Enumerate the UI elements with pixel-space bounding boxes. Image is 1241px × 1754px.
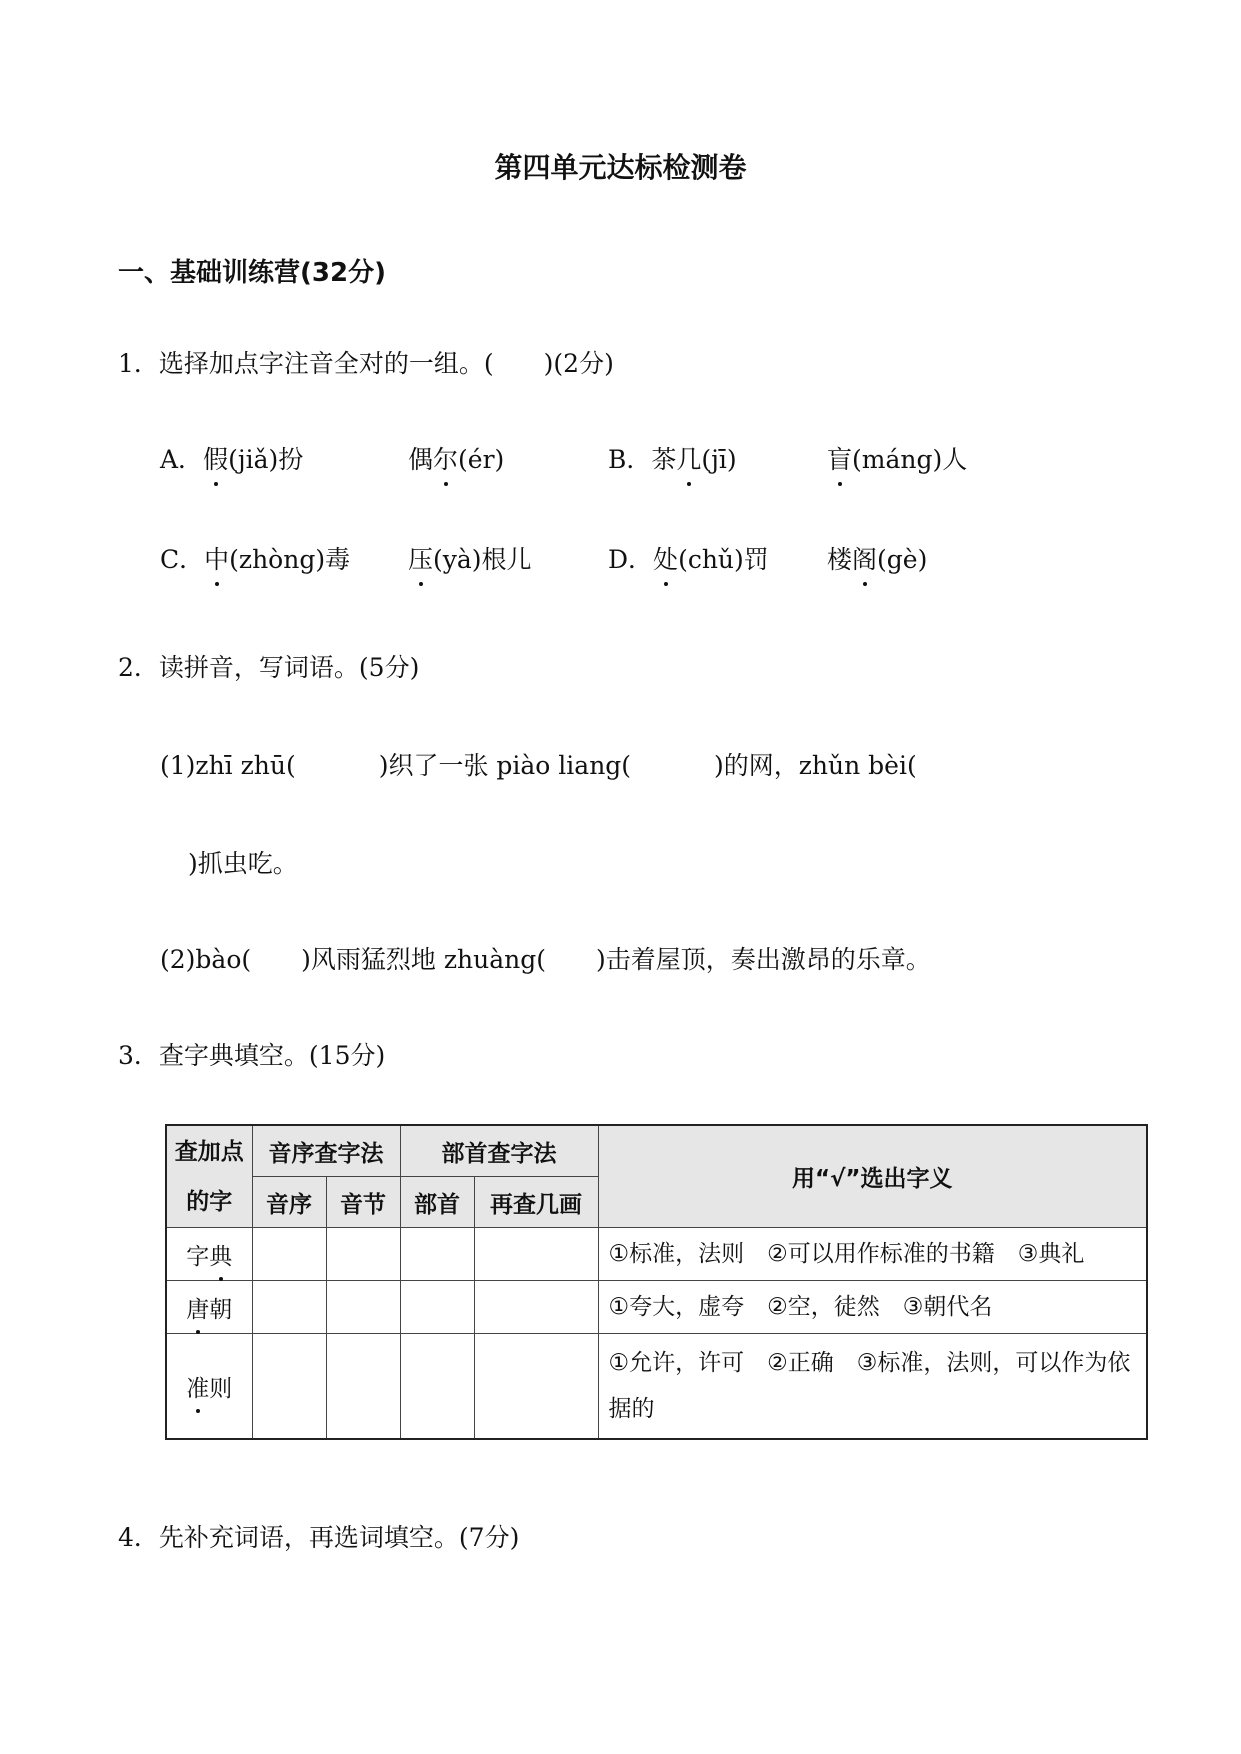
row-word: 准则	[166, 1334, 252, 1440]
blank-cell[interactable]	[400, 1281, 474, 1334]
header-meaning: 用“√”选出字义	[598, 1125, 1147, 1228]
option-b-word2: 盲(máng)人	[827, 440, 967, 476]
blank-cell[interactable]	[252, 1334, 326, 1440]
blank-cell[interactable]	[474, 1228, 598, 1281]
table-row	[166, 1334, 1147, 1440]
option-b: B．茶几(jī)	[608, 440, 737, 476]
option-d-word2: 楼阁(gè)	[827, 540, 927, 576]
row-meaning: ①夸大，虚夸 ②空，徒然 ③朝代名	[598, 1281, 1147, 1334]
table-row	[166, 1281, 1147, 1334]
option-a: A．假(jiǎ)扮	[160, 440, 303, 476]
table-row	[166, 1228, 1147, 1281]
question-2-line2: )抓虫吃。	[188, 849, 298, 878]
dotted-char: 中	[204, 540, 229, 576]
blank-cell[interactable]	[252, 1281, 326, 1334]
question-1: 1．选择加点字注音全对的一组。( )(2分)	[118, 349, 614, 378]
header-bushou-sub: 部首	[400, 1177, 474, 1228]
row-word: 唐朝	[166, 1281, 252, 1334]
dotted-char: 假	[203, 440, 228, 476]
blank-cell[interactable]	[326, 1228, 400, 1281]
row-word: 字典	[166, 1228, 252, 1281]
blank-cell[interactable]	[474, 1334, 598, 1440]
dotted-char: 处	[653, 540, 678, 576]
section-heading: 一、基础训练营(32分)	[118, 258, 386, 288]
row-meaning: ①允许，许可 ②正确 ③标准，法则，可以作为依据的	[598, 1334, 1147, 1440]
question-3: 3．查字典填空。(15分)	[118, 1041, 386, 1070]
header-yinxu-sub: 音序	[252, 1177, 326, 1228]
blank-cell[interactable]	[326, 1281, 400, 1334]
page-title: 第四单元达标检测卷	[494, 151, 747, 184]
dotted-char: 盲	[827, 440, 852, 476]
blank-cell[interactable]	[400, 1334, 474, 1440]
dotted-char: 典	[209, 1238, 232, 1271]
option-d: D．处(chǔ)罚	[608, 540, 769, 576]
header-yinjie-sub: 音节	[326, 1177, 400, 1228]
dotted-char: 唐	[186, 1291, 209, 1324]
question-4: 4．先补充词语，再选词填空。(7分)	[118, 1523, 520, 1552]
dotted-char: 几	[676, 440, 701, 476]
blank-cell[interactable]	[400, 1228, 474, 1281]
question-2-line3: (2)bào( )风雨猛烈地 zhuàng( )击着屋顶，奏出激昂的乐章。	[160, 945, 931, 974]
header-huashu-sub: 再查几画	[474, 1177, 598, 1228]
dictionary-table	[165, 1124, 1148, 1440]
header-char: 查加点 的字	[166, 1125, 252, 1228]
option-c-word2: 压(yà)根儿	[408, 540, 532, 576]
header-bushou: 部首查字法	[400, 1125, 598, 1177]
blank-cell[interactable]	[474, 1281, 598, 1334]
question-2-line1: (1)zhī zhū( )织了一张 piào liang( )的网，zhǔn bèi(	[160, 751, 917, 780]
question-2: 2．读拼音，写词语。(5分)	[118, 653, 420, 682]
row-meaning: ①标准，法则 ②可以用作标准的书籍 ③典礼	[598, 1228, 1147, 1281]
dotted-char: 阁	[852, 540, 877, 576]
header-yinxu: 音序查字法	[252, 1125, 400, 1177]
dotted-char: 尔	[433, 440, 458, 476]
option-c: C．中(zhòng)毒	[160, 540, 350, 576]
option-a-word2: 偶尔(ér)	[408, 440, 504, 476]
dotted-char: 压	[408, 540, 433, 576]
blank-cell[interactable]	[326, 1334, 400, 1440]
blank-cell[interactable]	[252, 1228, 326, 1281]
dotted-char: 准	[186, 1370, 209, 1403]
